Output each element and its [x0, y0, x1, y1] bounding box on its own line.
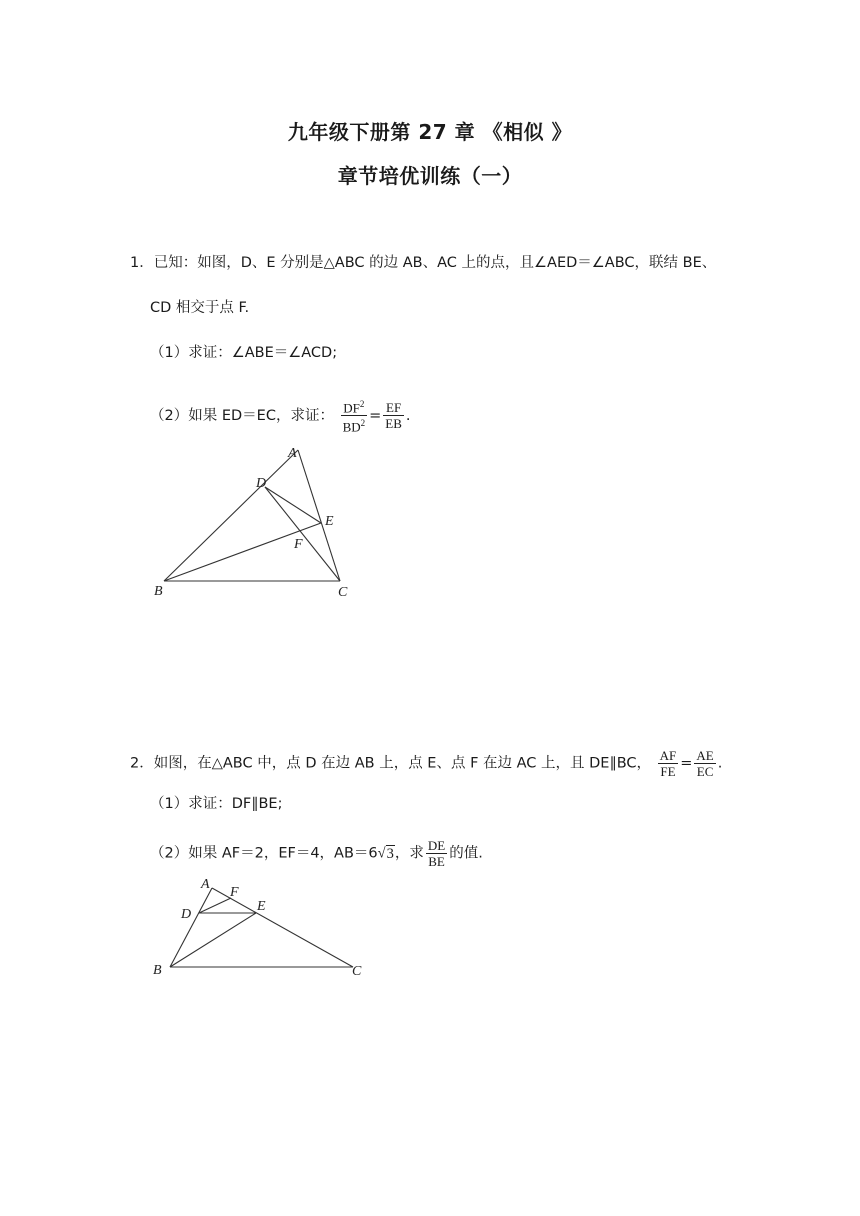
- segment-cd: [265, 487, 340, 581]
- problem1-figure: [145, 440, 385, 610]
- problem1-part1: （1）求证：∠ABE＝∠ACD;: [150, 345, 338, 361]
- frac-den: EB: [385, 416, 402, 432]
- sqrt-expression: √3: [377, 845, 394, 862]
- frac-den: BD: [342, 419, 361, 435]
- label-a: A: [288, 446, 297, 461]
- segment-be: [164, 523, 321, 581]
- label-a: A: [201, 877, 210, 892]
- fraction-ef-eb: [383, 400, 404, 431]
- problem2-part1: （1）求证：DF∥BE;: [150, 796, 283, 812]
- frac-den: EC: [696, 764, 714, 779]
- label-e: E: [325, 514, 334, 529]
- fraction-af-fe: [658, 748, 679, 779]
- frac-num: DE: [427, 838, 446, 853]
- label-f: F: [230, 885, 239, 900]
- frac-den: BE: [428, 854, 445, 869]
- exponent: 2: [359, 399, 365, 409]
- label-b: B: [153, 963, 162, 978]
- segment-ab: [164, 450, 298, 581]
- label-c: C: [352, 964, 362, 979]
- period: .: [405, 407, 411, 424]
- frac-num: AF: [659, 748, 677, 763]
- problem1-statement: 1．已知：如图，D、E 分别是△ABC 的边 AB、AC 上的点，且∠AED＝∠ABC，联结 BE、: [130, 255, 717, 271]
- period: .: [717, 755, 723, 772]
- problem2-part2-end: 的值.: [449, 845, 483, 862]
- segment-ab: [170, 888, 212, 967]
- problem2-figure: [145, 872, 385, 982]
- problem1-part2-text: （2）如果 ED＝EC，求证：: [150, 407, 334, 424]
- problem2-statement-text: 2．如图，在△ABC 中，点 D 在边 AB 上，点 E、点 F 在边 AC 上，且 DE∥BC，: [130, 755, 652, 772]
- sqrt-radicand: 3: [386, 845, 394, 862]
- problem1-statement-cont: CD 相交于点 F.: [150, 300, 250, 316]
- problem2-statement: [130, 748, 722, 779]
- frac-num: AE: [696, 748, 714, 763]
- fraction-de-be: [426, 838, 447, 869]
- frac-num: EF: [383, 400, 404, 416]
- equals-sign: =: [680, 755, 693, 772]
- problem2-part2-text: （2）如果 AF＝2，EF＝4，AB＝6: [150, 845, 378, 862]
- label-d: D: [256, 476, 267, 491]
- equals-sign: =: [369, 407, 382, 424]
- label-f: F: [294, 537, 303, 552]
- page-title: 九年级下册第 27 章 《相似 》: [287, 120, 573, 144]
- problem1-part2: [150, 397, 411, 435]
- label-c: C: [338, 585, 348, 600]
- problem2-part2-mid: ，求: [394, 845, 424, 862]
- segment-df: [199, 898, 231, 913]
- problem2-part2: [150, 838, 483, 869]
- label-d: D: [181, 907, 192, 922]
- fraction-ae-ec: [694, 748, 715, 779]
- label-e: E: [257, 899, 266, 914]
- segment-ac: [298, 450, 340, 581]
- frac-den: FE: [660, 764, 676, 779]
- page-subtitle: 章节培优训练（一）: [337, 164, 523, 188]
- frac-num: DF: [343, 400, 360, 416]
- label-b: B: [154, 584, 163, 599]
- exponent: 2: [360, 418, 366, 429]
- segment-de: [265, 487, 321, 523]
- fraction-df2-bd2: [341, 397, 368, 435]
